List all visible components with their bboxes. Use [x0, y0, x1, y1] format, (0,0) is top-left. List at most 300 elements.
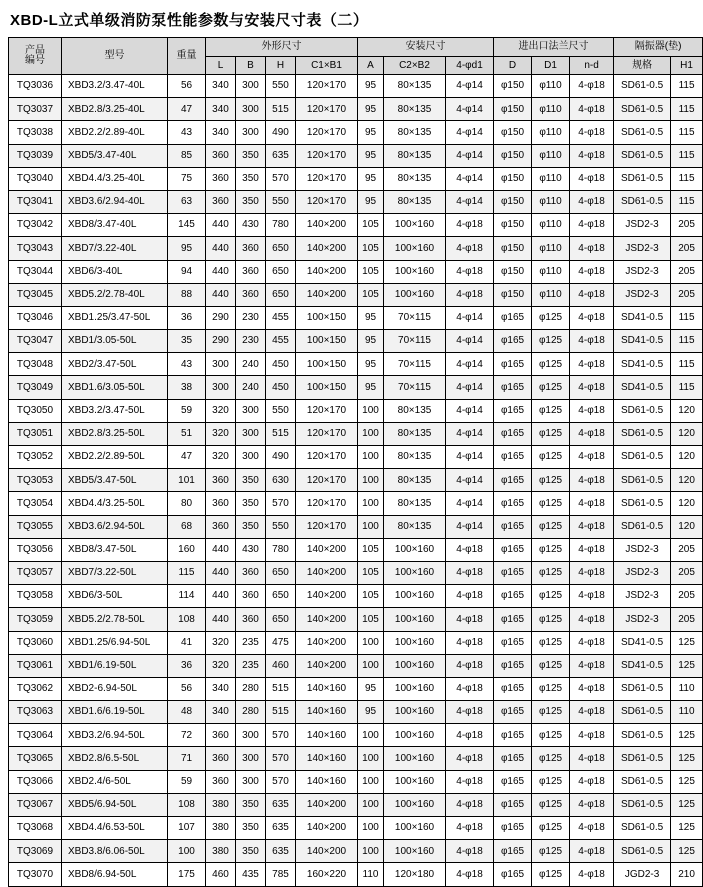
cell-d1: 4-φ14 — [446, 75, 494, 98]
cell-C2B2: 100×160 — [384, 585, 446, 608]
cell-spec: SD61-0.5 — [614, 144, 671, 167]
cell-H: 570 — [266, 167, 296, 190]
cell-weight: 41 — [168, 631, 206, 654]
cell-A: 100 — [358, 446, 384, 469]
header-D: D — [494, 57, 532, 75]
cell-weight: 35 — [168, 330, 206, 353]
table-row — [9, 863, 703, 886]
cell-C1B1: 120×170 — [296, 144, 358, 167]
cell-code: TQ3040 — [9, 167, 62, 190]
cell-A: 105 — [358, 561, 384, 584]
cell-C2B2: 100×160 — [384, 817, 446, 840]
cell-B: 350 — [236, 167, 266, 190]
cell-nd: 4-φ18 — [570, 840, 614, 863]
cell-L: 340 — [206, 121, 236, 144]
cell-code: TQ3054 — [9, 492, 62, 515]
cell-D1: φ125 — [532, 770, 570, 793]
cell-code: TQ3036 — [9, 75, 62, 98]
cell-L: 440 — [206, 283, 236, 306]
cell-H: 550 — [266, 190, 296, 213]
cell-L: 360 — [206, 747, 236, 770]
cell-C1B1: 140×160 — [296, 747, 358, 770]
cell-A: 95 — [358, 121, 384, 144]
cell-code: TQ3061 — [9, 654, 62, 677]
cell-L: 460 — [206, 863, 236, 886]
cell-H1: 115 — [671, 98, 703, 121]
cell-D1: φ110 — [532, 167, 570, 190]
cell-H1: 115 — [671, 121, 703, 144]
cell-L: 320 — [206, 422, 236, 445]
cell-nd: 4-φ18 — [570, 121, 614, 144]
cell-D1: φ110 — [532, 190, 570, 213]
cell-A: 105 — [358, 283, 384, 306]
cell-D: φ165 — [494, 492, 532, 515]
cell-A: 95 — [358, 98, 384, 121]
cell-L: 360 — [206, 724, 236, 747]
cell-nd: 4-φ18 — [570, 654, 614, 677]
cell-B: 350 — [236, 144, 266, 167]
cell-D1: φ125 — [532, 469, 570, 492]
cell-D1: φ110 — [532, 260, 570, 283]
cell-model: XBD4.4/3.25-40L — [62, 167, 168, 190]
cell-d1: 4-φ18 — [446, 770, 494, 793]
cell-H: 570 — [266, 492, 296, 515]
cell-model: XBD2-6.94-50L — [62, 677, 168, 700]
cell-d1: 4-φ18 — [446, 677, 494, 700]
table-row — [9, 446, 703, 469]
cell-C1B1: 100×150 — [296, 306, 358, 329]
cell-model: XBD5.2/2.78-50L — [62, 608, 168, 631]
cell-H1: 120 — [671, 399, 703, 422]
cell-D: φ150 — [494, 214, 532, 237]
cell-D: φ165 — [494, 747, 532, 770]
table-row — [9, 260, 703, 283]
cell-H1: 120 — [671, 446, 703, 469]
cell-H1: 115 — [671, 330, 703, 353]
cell-D: φ165 — [494, 353, 532, 376]
table-row — [9, 330, 703, 353]
cell-B: 230 — [236, 306, 266, 329]
table-row — [9, 469, 703, 492]
cell-code: TQ3045 — [9, 283, 62, 306]
cell-B: 350 — [236, 190, 266, 213]
cell-spec: SD61-0.5 — [614, 793, 671, 816]
header-group-outline: 外形尺寸 — [206, 38, 358, 57]
cell-nd: 4-φ18 — [570, 353, 614, 376]
cell-D: φ165 — [494, 701, 532, 724]
cell-model: XBD3.2/3.47-40L — [62, 75, 168, 98]
cell-H: 570 — [266, 747, 296, 770]
cell-weight: 160 — [168, 538, 206, 561]
cell-C1B1: 160×220 — [296, 863, 358, 886]
cell-model: XBD2.4/6-50L — [62, 770, 168, 793]
cell-spec: SD61-0.5 — [614, 469, 671, 492]
cell-spec: SD61-0.5 — [614, 840, 671, 863]
cell-D: φ150 — [494, 144, 532, 167]
cell-weight: 145 — [168, 214, 206, 237]
cell-code: TQ3051 — [9, 422, 62, 445]
cell-d1: 4-φ18 — [446, 793, 494, 816]
cell-model: XBD1/6.19-50L — [62, 654, 168, 677]
cell-L: 360 — [206, 515, 236, 538]
table-row — [9, 214, 703, 237]
cell-code: TQ3042 — [9, 214, 62, 237]
cell-A: 100 — [358, 422, 384, 445]
cell-nd: 4-φ18 — [570, 214, 614, 237]
table-row — [9, 167, 703, 190]
cell-code: TQ3038 — [9, 121, 62, 144]
cell-D1: φ125 — [532, 701, 570, 724]
cell-A: 95 — [358, 75, 384, 98]
cell-model: XBD2.8/3.25-40L — [62, 98, 168, 121]
table-row — [9, 701, 703, 724]
cell-weight: 43 — [168, 353, 206, 376]
cell-B: 280 — [236, 677, 266, 700]
cell-D: φ165 — [494, 654, 532, 677]
cell-weight: 107 — [168, 817, 206, 840]
cell-weight: 100 — [168, 840, 206, 863]
cell-B: 360 — [236, 237, 266, 260]
cell-H1: 125 — [671, 840, 703, 863]
cell-L: 380 — [206, 840, 236, 863]
cell-C1B1: 120×170 — [296, 422, 358, 445]
cell-L: 360 — [206, 469, 236, 492]
cell-H: 550 — [266, 399, 296, 422]
cell-L: 440 — [206, 214, 236, 237]
cell-B: 360 — [236, 585, 266, 608]
cell-code: TQ3043 — [9, 237, 62, 260]
cell-H: 650 — [266, 260, 296, 283]
cell-weight: 51 — [168, 422, 206, 445]
table-row — [9, 747, 703, 770]
cell-H1: 205 — [671, 260, 703, 283]
cell-code: TQ3041 — [9, 190, 62, 213]
cell-C1B1: 120×170 — [296, 98, 358, 121]
cell-C2B2: 80×135 — [384, 399, 446, 422]
table-row — [9, 538, 703, 561]
cell-C1B1: 140×200 — [296, 654, 358, 677]
cell-code: TQ3057 — [9, 561, 62, 584]
cell-A: 105 — [358, 237, 384, 260]
cell-d1: 4-φ18 — [446, 747, 494, 770]
cell-L: 440 — [206, 237, 236, 260]
cell-A: 100 — [358, 724, 384, 747]
cell-code: TQ3069 — [9, 840, 62, 863]
cell-model: XBD8/6.94-50L — [62, 863, 168, 886]
cell-B: 430 — [236, 538, 266, 561]
cell-spec: SD61-0.5 — [614, 770, 671, 793]
cell-C1B1: 120×170 — [296, 492, 358, 515]
cell-H1: 120 — [671, 422, 703, 445]
cell-nd: 4-φ18 — [570, 724, 614, 747]
cell-D1: φ125 — [532, 793, 570, 816]
cell-model: XBD5.2/2.78-40L — [62, 283, 168, 306]
cell-D: φ165 — [494, 330, 532, 353]
cell-nd: 4-φ18 — [570, 561, 614, 584]
cell-nd: 4-φ18 — [570, 817, 614, 840]
cell-code: TQ3070 — [9, 863, 62, 886]
cell-A: 105 — [358, 214, 384, 237]
cell-B: 300 — [236, 75, 266, 98]
cell-weight: 94 — [168, 260, 206, 283]
cell-d1: 4-φ18 — [446, 283, 494, 306]
cell-code: TQ3058 — [9, 585, 62, 608]
cell-D: φ165 — [494, 631, 532, 654]
cell-weight: 108 — [168, 793, 206, 816]
table-row — [9, 817, 703, 840]
table-row — [9, 492, 703, 515]
cell-L: 440 — [206, 608, 236, 631]
cell-B: 350 — [236, 793, 266, 816]
cell-weight: 88 — [168, 283, 206, 306]
cell-C1B1: 140×200 — [296, 793, 358, 816]
cell-d1: 4-φ14 — [446, 399, 494, 422]
cell-weight: 68 — [168, 515, 206, 538]
cell-model: XBD5/6.94-50L — [62, 793, 168, 816]
cell-weight: 71 — [168, 747, 206, 770]
cell-D1: φ110 — [532, 237, 570, 260]
cell-D1: φ110 — [532, 144, 570, 167]
cell-A: 100 — [358, 492, 384, 515]
cell-B: 240 — [236, 353, 266, 376]
cell-d1: 4-φ18 — [446, 840, 494, 863]
cell-B: 280 — [236, 701, 266, 724]
cell-A: 95 — [358, 376, 384, 399]
cell-B: 360 — [236, 561, 266, 584]
cell-weight: 101 — [168, 469, 206, 492]
table-row — [9, 75, 703, 98]
cell-B: 300 — [236, 724, 266, 747]
cell-C2B2: 100×160 — [384, 654, 446, 677]
cell-spec: SD41-0.5 — [614, 376, 671, 399]
cell-D1: φ125 — [532, 631, 570, 654]
cell-code: TQ3046 — [9, 306, 62, 329]
cell-weight: 95 — [168, 237, 206, 260]
cell-code: TQ3047 — [9, 330, 62, 353]
cell-D1: φ125 — [532, 863, 570, 886]
cell-code: TQ3055 — [9, 515, 62, 538]
cell-d1: 4-φ18 — [446, 654, 494, 677]
cell-H1: 115 — [671, 353, 703, 376]
cell-model: XBD1.6/6.19-50L — [62, 701, 168, 724]
cell-nd: 4-φ18 — [570, 399, 614, 422]
cell-d1: 4-φ18 — [446, 214, 494, 237]
cell-B: 300 — [236, 399, 266, 422]
cell-H: 635 — [266, 144, 296, 167]
cell-B: 235 — [236, 654, 266, 677]
cell-C1B1: 100×150 — [296, 353, 358, 376]
cell-D: φ165 — [494, 306, 532, 329]
cell-C2B2: 70×115 — [384, 306, 446, 329]
cell-weight: 38 — [168, 376, 206, 399]
cell-model: XBD7/3.22-50L — [62, 561, 168, 584]
table-row — [9, 770, 703, 793]
cell-code: TQ3062 — [9, 677, 62, 700]
cell-C2B2: 80×135 — [384, 144, 446, 167]
cell-nd: 4-φ18 — [570, 237, 614, 260]
cell-C2B2: 80×135 — [384, 515, 446, 538]
cell-weight: 47 — [168, 446, 206, 469]
cell-code: TQ3049 — [9, 376, 62, 399]
cell-L: 340 — [206, 98, 236, 121]
cell-nd: 4-φ18 — [570, 283, 614, 306]
cell-C2B2: 70×115 — [384, 353, 446, 376]
cell-H1: 210 — [671, 863, 703, 886]
cell-model: XBD2.2/2.89-50L — [62, 446, 168, 469]
cell-D1: φ110 — [532, 214, 570, 237]
cell-model: XBD5/3.47-50L — [62, 469, 168, 492]
cell-nd: 4-φ18 — [570, 98, 614, 121]
cell-code: TQ3060 — [9, 631, 62, 654]
cell-H1: 120 — [671, 492, 703, 515]
cell-code: TQ3067 — [9, 793, 62, 816]
table-row — [9, 376, 703, 399]
cell-H: 570 — [266, 724, 296, 747]
cell-spec: SD41-0.5 — [614, 353, 671, 376]
cell-L: 300 — [206, 376, 236, 399]
cell-L: 300 — [206, 353, 236, 376]
cell-spec: SD61-0.5 — [614, 121, 671, 144]
cell-C1B1: 140×200 — [296, 260, 358, 283]
header-B: B — [236, 57, 266, 75]
cell-D1: φ125 — [532, 654, 570, 677]
cell-d1: 4-φ14 — [446, 121, 494, 144]
cell-H: 490 — [266, 446, 296, 469]
cell-d1: 4-φ14 — [446, 515, 494, 538]
cell-nd: 4-φ18 — [570, 260, 614, 283]
cell-D1: φ110 — [532, 75, 570, 98]
cell-H: 635 — [266, 793, 296, 816]
cell-spec: SD61-0.5 — [614, 399, 671, 422]
cell-H1: 120 — [671, 469, 703, 492]
cell-H: 515 — [266, 701, 296, 724]
cell-H1: 205 — [671, 214, 703, 237]
cell-C2B2: 100×160 — [384, 283, 446, 306]
cell-A: 100 — [358, 840, 384, 863]
cell-B: 300 — [236, 747, 266, 770]
cell-d1: 4-φ14 — [446, 422, 494, 445]
cell-D1: φ125 — [532, 608, 570, 631]
cell-spec: SD41-0.5 — [614, 654, 671, 677]
cell-C2B2: 100×160 — [384, 561, 446, 584]
cell-L: 360 — [206, 492, 236, 515]
cell-model: XBD2/3.47-50L — [62, 353, 168, 376]
table-row — [9, 144, 703, 167]
cell-d1: 4-φ18 — [446, 701, 494, 724]
cell-nd: 4-φ18 — [570, 631, 614, 654]
header-c1b1: C1×B1 — [296, 57, 358, 75]
cell-C2B2: 100×160 — [384, 724, 446, 747]
cell-A: 100 — [358, 631, 384, 654]
cell-code: TQ3068 — [9, 817, 62, 840]
cell-D1: φ125 — [532, 492, 570, 515]
cell-model: XBD6/3-50L — [62, 585, 168, 608]
cell-code: TQ3037 — [9, 98, 62, 121]
cell-D: φ150 — [494, 260, 532, 283]
cell-B: 360 — [236, 608, 266, 631]
cell-L: 440 — [206, 585, 236, 608]
cell-model: XBD4.4/6.53-50L — [62, 817, 168, 840]
cell-D1: φ125 — [532, 677, 570, 700]
cell-D: φ165 — [494, 446, 532, 469]
cell-weight: 56 — [168, 75, 206, 98]
cell-C1B1: 140×200 — [296, 817, 358, 840]
cell-C1B1: 120×170 — [296, 515, 358, 538]
cell-C2B2: 80×135 — [384, 75, 446, 98]
cell-H1: 125 — [671, 747, 703, 770]
cell-model: XBD1/3.05-50L — [62, 330, 168, 353]
cell-D1: φ125 — [532, 422, 570, 445]
cell-d1: 4-φ18 — [446, 631, 494, 654]
cell-B: 230 — [236, 330, 266, 353]
cell-D1: φ125 — [532, 306, 570, 329]
cell-D: φ165 — [494, 561, 532, 584]
cell-C2B2: 100×160 — [384, 608, 446, 631]
cell-C1B1: 140×160 — [296, 701, 358, 724]
cell-nd: 4-φ18 — [570, 492, 614, 515]
cell-A: 100 — [358, 654, 384, 677]
table-row — [9, 283, 703, 306]
cell-d1: 4-φ14 — [446, 376, 494, 399]
cell-model: XBD5/3.47-40L — [62, 144, 168, 167]
cell-D: φ150 — [494, 121, 532, 144]
cell-D1: φ125 — [532, 724, 570, 747]
cell-C2B2: 100×160 — [384, 237, 446, 260]
cell-d1: 4-φ14 — [446, 469, 494, 492]
cell-spec: SD61-0.5 — [614, 98, 671, 121]
cell-A: 100 — [358, 469, 384, 492]
cell-C1B1: 120×170 — [296, 446, 358, 469]
cell-C2B2: 100×160 — [384, 701, 446, 724]
cell-nd: 4-φ18 — [570, 144, 614, 167]
cell-H: 780 — [266, 214, 296, 237]
cell-H: 570 — [266, 770, 296, 793]
cell-L: 360 — [206, 144, 236, 167]
cell-C2B2: 100×160 — [384, 677, 446, 700]
cell-C1B1: 140×200 — [296, 214, 358, 237]
spec-table — [8, 37, 703, 887]
cell-spec: JSD2-3 — [614, 237, 671, 260]
cell-A: 95 — [358, 144, 384, 167]
cell-H: 455 — [266, 306, 296, 329]
cell-D: φ150 — [494, 190, 532, 213]
cell-weight: 56 — [168, 677, 206, 700]
cell-H: 630 — [266, 469, 296, 492]
cell-L: 440 — [206, 260, 236, 283]
cell-code: TQ3039 — [9, 144, 62, 167]
cell-A: 95 — [358, 190, 384, 213]
cell-C2B2: 80×135 — [384, 98, 446, 121]
cell-B: 360 — [236, 260, 266, 283]
cell-B: 430 — [236, 214, 266, 237]
cell-nd: 4-φ18 — [570, 330, 614, 353]
cell-weight: 59 — [168, 770, 206, 793]
table-row — [9, 585, 703, 608]
cell-B: 300 — [236, 422, 266, 445]
cell-nd: 4-φ18 — [570, 793, 614, 816]
cell-spec: SD61-0.5 — [614, 747, 671, 770]
cell-code: TQ3050 — [9, 399, 62, 422]
table-row — [9, 840, 703, 863]
cell-D: φ165 — [494, 469, 532, 492]
cell-D1: φ110 — [532, 98, 570, 121]
cell-D: φ165 — [494, 422, 532, 445]
table-row — [9, 121, 703, 144]
cell-D: φ165 — [494, 770, 532, 793]
cell-weight: 115 — [168, 561, 206, 584]
cell-A: 110 — [358, 863, 384, 886]
cell-weight: 108 — [168, 608, 206, 631]
